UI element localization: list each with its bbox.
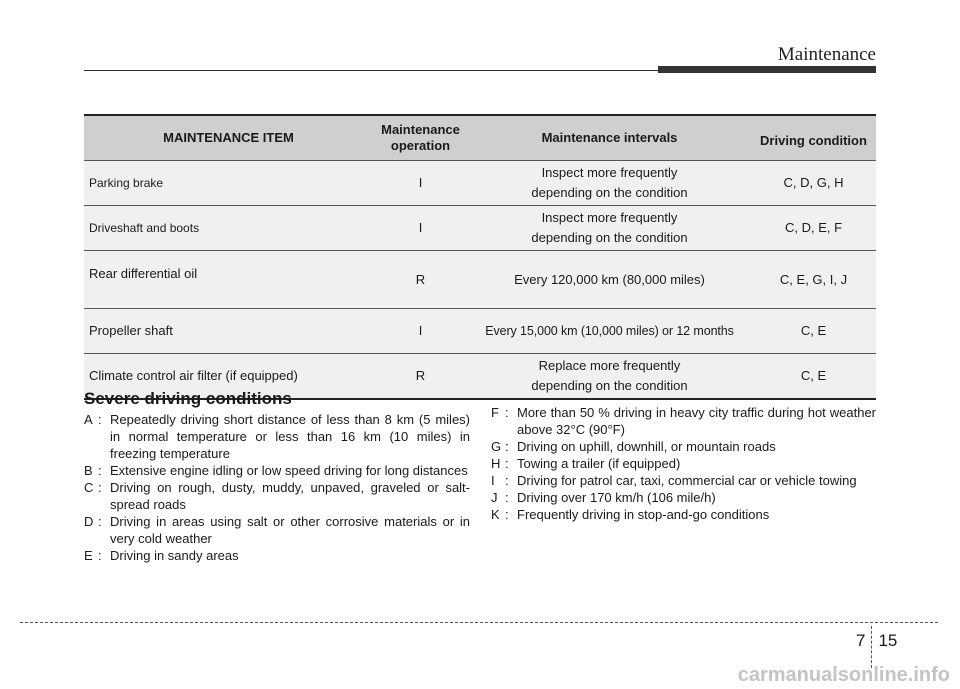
row-condition: C, E: [751, 354, 876, 400]
row-condition: C, D, E, F: [751, 206, 876, 251]
watermark: carmanualsonline.info: [737, 664, 950, 686]
row-operation: I: [373, 161, 468, 206]
condition-letter: F: [491, 405, 499, 420]
condition-item: G : Driving on uphill, downhill, or mountain roads: [491, 438, 876, 455]
severe-conditions-title: Severe driving conditions: [84, 389, 292, 408]
table-row: [84, 309, 876, 354]
condition-item: E : Driving in sandy areas: [84, 547, 470, 564]
condition-text: Driving in areas using salt or other corrosive materials or in very cold weather: [110, 514, 470, 546]
condition-letter: I: [491, 473, 495, 488]
row-item: Propeller shaft: [84, 309, 373, 354]
condition-letter: J: [491, 490, 498, 505]
col-header-intervals: Maintenance intervals: [468, 115, 751, 161]
row-condition: C, D, G, H: [751, 161, 876, 206]
condition-item: F : More than 50 % driving in heavy city traffic during hot weather above 32°C (90°F): [491, 405, 876, 437]
row-item: Rear differential oil: [84, 251, 373, 309]
condition-text: Extensive engine idling or low speed driving for long distances: [110, 463, 468, 478]
page-number-value: 15: [878, 631, 898, 650]
condition-letter: G: [491, 439, 502, 454]
row-item: Driveshaft and boots: [84, 206, 373, 251]
header-rule-thick: [658, 66, 876, 73]
condition-item: J : Driving over 170 km/h (106 mile/h): [491, 489, 876, 506]
table-row: [84, 161, 876, 206]
condition-text: Towing a trailer (if equipped): [517, 456, 681, 471]
row-interval: Every 120,000 km (80,000 miles): [468, 251, 751, 309]
chapter-number: 7: [856, 631, 866, 650]
condition-item: H : Towing a trailer (if equipped): [491, 455, 876, 472]
row-operation: I: [373, 309, 468, 354]
row-interval: Every 15,000 km (10,000 miles) or 12 months: [468, 309, 751, 354]
condition-item: A : Repeatedly driving short distance of less than 8 km (5 miles) in normal temperature or less than 16 km (10 miles) in freezing temperature: [84, 412, 470, 461]
row-operation: R: [373, 251, 468, 309]
page-number: [856, 626, 897, 656]
condition-text: More than 50 % driving in heavy city traffic during hot weather above 32°C (90°F): [517, 405, 876, 437]
condition-text: Driving in sandy areas: [110, 548, 239, 563]
condition-text: Frequently driving in stop-and-go conditions: [517, 507, 770, 522]
condition-text: Driving on rough, dusty, muddy, unpaved, graveled or salt-spread roads: [110, 480, 470, 512]
condition-item: C : Driving on rough, dusty, muddy, unpaved, graveled or salt-spread roads: [84, 480, 470, 512]
conditions-left-column: [84, 411, 470, 564]
conditions-right-column: [491, 404, 876, 523]
condition-letter: B: [84, 463, 93, 478]
condition-letter: E: [84, 548, 93, 563]
section-title: Maintenance: [777, 44, 876, 65]
condition-letter: A: [84, 412, 93, 427]
condition-item: I : Driving for patrol car, taxi, commercial car or vehicle towing: [491, 472, 876, 489]
condition-letter: D: [84, 514, 94, 529]
condition-item: K : Frequently driving in stop-and-go conditions: [491, 506, 876, 523]
col-header-condition: Driving condition: [751, 115, 876, 161]
condition-letter: C: [84, 480, 94, 495]
row-interval: Inspect more frequently depending on the condition: [468, 206, 751, 251]
header-rule-thin: [84, 70, 660, 71]
page-number-divider: [871, 626, 872, 668]
row-condition: C, E: [751, 309, 876, 354]
table-header-row: [84, 115, 876, 161]
footer-rule: [20, 622, 938, 623]
condition-text: Repeatedly driving short distance of less than 8 km (5 miles) in normal temperature or less than 16 km (10 miles) in freezing temperature: [110, 412, 470, 461]
col-header-item: MAINTENANCE ITEM: [84, 115, 373, 161]
row-operation: R: [373, 354, 468, 400]
row-condition: C, E, G, I, J: [751, 251, 876, 309]
condition-letter: K: [491, 507, 500, 522]
condition-item: D : Driving in areas using salt or other corrosive materials or in very cold weather: [84, 514, 470, 546]
row-item: Climate control air filter (if equipped): [84, 354, 373, 400]
condition-text: Driving for patrol car, taxi, commercial car or vehicle towing: [517, 473, 857, 488]
maintenance-table: [84, 114, 876, 400]
condition-item: B : Extensive engine idling or low speed driving for long distances: [84, 462, 470, 479]
table-row: [84, 206, 876, 251]
condition-text: Driving over 170 km/h (106 mile/h): [517, 490, 716, 505]
row-item: Parking brake: [84, 161, 373, 206]
col-header-operation: Maintenance operation: [373, 115, 468, 161]
condition-letter: H: [491, 456, 501, 471]
condition-text: Driving on uphill, downhill, or mountain roads: [517, 439, 776, 454]
row-interval: Replace more frequently depending on the condition: [468, 354, 751, 400]
row-interval: Inspect more frequently depending on the condition: [468, 161, 751, 206]
table-row: [84, 251, 876, 309]
row-operation: I: [373, 206, 468, 251]
